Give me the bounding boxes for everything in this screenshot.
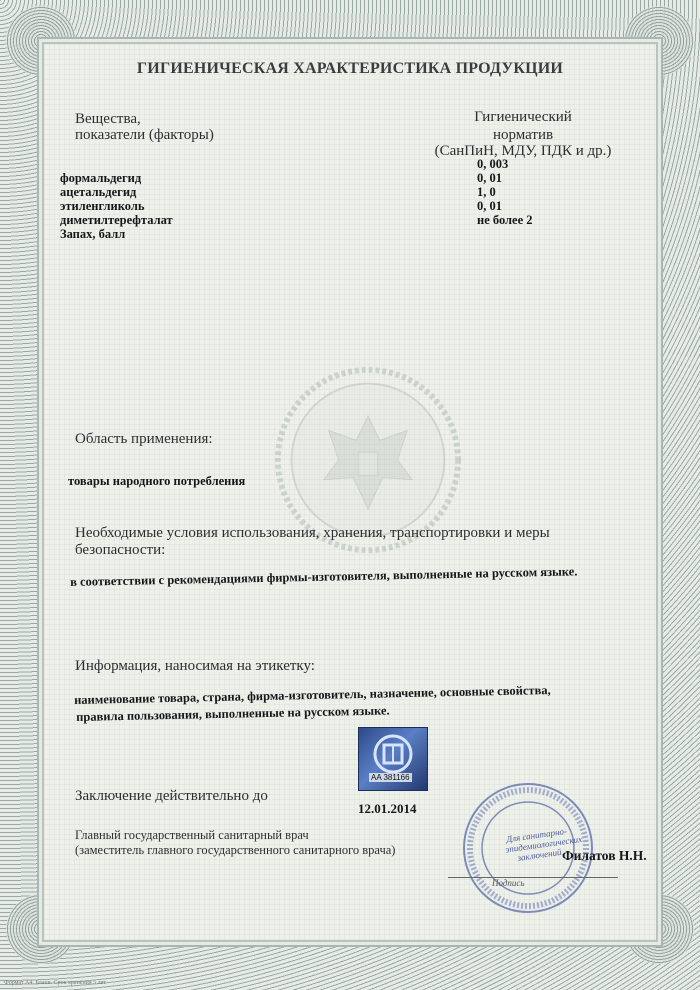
label-info-value-line2: правила пользования, выполненные на русском языке.: [76, 703, 390, 724]
factor-name: диметилтерефталат: [60, 213, 173, 227]
norm-value: 0, 01: [477, 199, 502, 213]
signatory-name: Филатов Н.Н.: [562, 848, 647, 863]
signature-line: [448, 877, 618, 878]
scope-value: товары народного потребления: [68, 474, 246, 488]
footer-note: Формат А4. Бланк. Срок хранения 5 лет: [4, 980, 106, 986]
factor-name: формальдегид: [60, 171, 142, 185]
norm-value: 1, 0: [477, 185, 496, 199]
signatory-title-line1: Главный государственный санитарный врач: [75, 828, 309, 842]
norm-value: 0, 003: [477, 157, 509, 171]
validity-label: Заключение действительно до: [75, 788, 268, 804]
factors-list: [60, 171, 173, 241]
factors-header-line1: Вещества,: [75, 111, 141, 127]
factor-name: Запах, балл: [60, 227, 126, 241]
conditions-value: в соответствии с рекомендациями фирмы-изготовителя, выполненные на русском языке.: [70, 564, 578, 589]
conditions-label-line1: Необходимые условия использования, хранения, транспортировки и меры: [75, 525, 550, 541]
norm-values-list: [477, 157, 533, 227]
signature-caption: Подпись: [492, 878, 525, 888]
label-info-label: Информация, наносимая на этикетку:: [75, 658, 315, 674]
factor-name: этиленгликоль: [60, 199, 145, 213]
signatory-title-line2: (заместитель главного государственного санитарного врача): [75, 843, 396, 857]
document-title: ГИГИЕНИЧЕСКАЯ ХАРАКТЕРИСТИКА ПРОДУКЦИИ: [136, 60, 564, 77]
scope-label: Область применения:: [75, 431, 213, 447]
label-info-value-line1: наименование товара, страна, фирма-изготовитель, назначение, основные свойства,: [74, 683, 551, 707]
hologram-number: AA 381166: [371, 773, 410, 782]
factor-name: ацетальдегид: [60, 185, 137, 199]
norm-value: не более 2: [477, 213, 533, 227]
norm-value: 0, 01: [477, 171, 502, 185]
norm-header-line1: Гигиенический: [474, 109, 572, 125]
hologram-seal: [358, 727, 428, 791]
norm-header-line3: (СанПиН, МДУ, ПДК и др.): [434, 143, 612, 159]
stamp-text: Для санитарно-эпидемиологических заключений: [504, 825, 583, 863]
validity-date: 12.01.2014: [358, 801, 417, 816]
factors-header-line2: показатели (факторы): [75, 127, 214, 143]
norm-header-line2: норматив: [492, 127, 554, 143]
conditions-label-line2: безопасности:: [75, 542, 166, 558]
